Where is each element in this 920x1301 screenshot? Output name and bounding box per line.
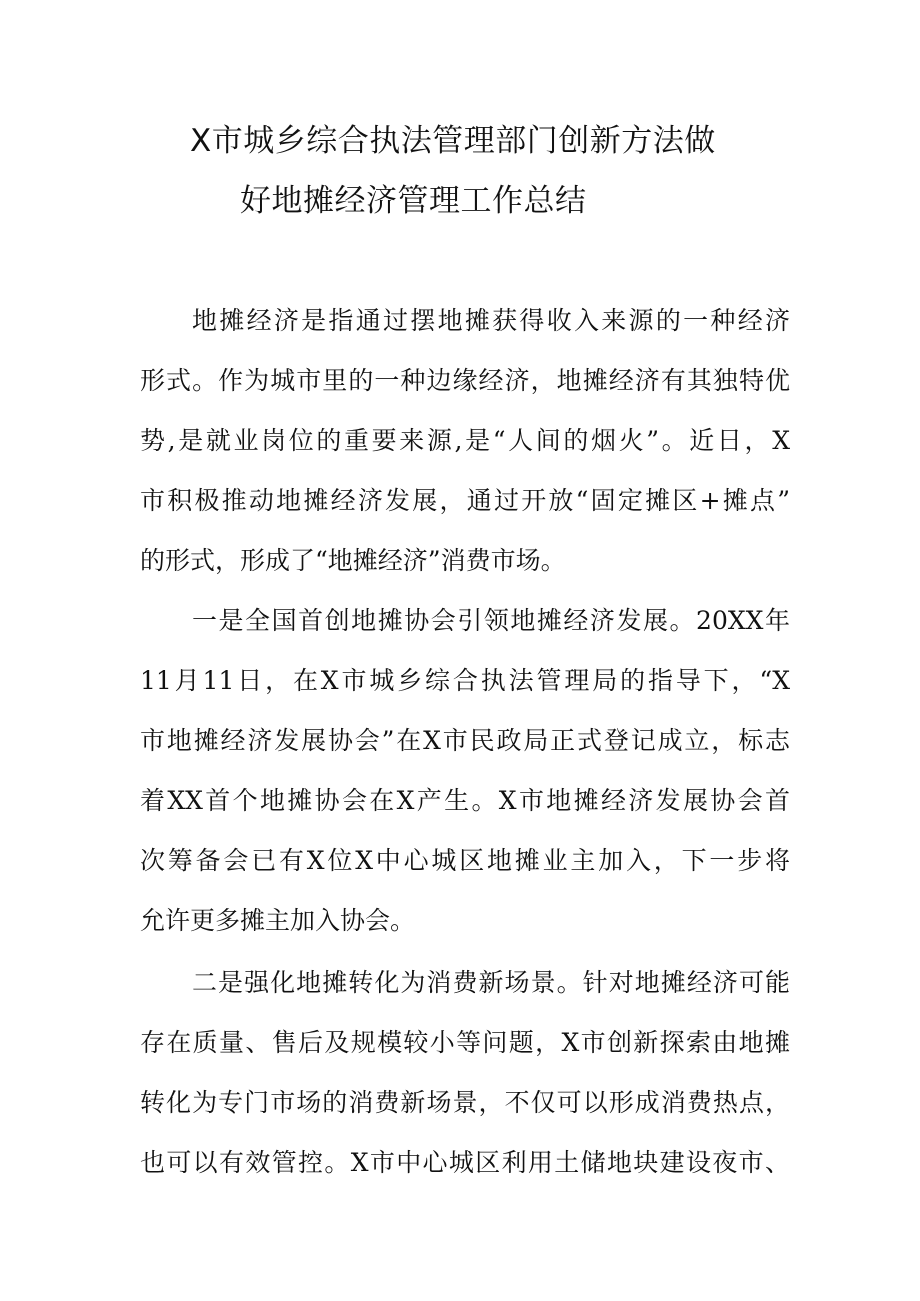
- paragraph-3-line-2: 存在质量、售后及规模较小等问题，X市创新探索由地摊: [140, 1028, 790, 1057]
- paragraph-1-line-1: 地摊经济是指通过摆地摊获得收入来源的一种经济: [192, 306, 790, 335]
- document-title-line-2: 好地摊经济管理工作总结: [240, 183, 587, 219]
- paragraph-2-line-6: 允许更多摊主加入协会。: [140, 906, 416, 935]
- paragraph-2-line-3: 市地摊经济发展协会”在X市民政局正式登记成立，标志: [140, 726, 790, 755]
- paragraph-3-line-1: 二是强化地摊转化为消费新场景。针对地摊经济可能: [192, 968, 790, 997]
- document-title-line-1: X市城乡综合执法管理部门创新方法做: [190, 123, 716, 159]
- paragraph-2-line-2: 11月11日，在X市城乡综合执法管理局的指导下，“X: [140, 666, 790, 695]
- paragraph-2-line-1: 一是全国首创地摊协会引领地摊经济发展。20XX年: [192, 606, 790, 635]
- paragraph-3-line-3: 转化为专门市场的消费新场景，不仅可以形成消费热点，: [140, 1088, 790, 1117]
- paragraph-1-line-2: 形式。作为城市里的一种边缘经济，地摊经济有其独特优: [140, 366, 790, 395]
- paragraph-2-line-4: 着XX首个地摊协会在X产生。X市地摊经济发展协会首: [140, 786, 790, 815]
- paragraph-3-line-4: 也可以有效管控。X市中心城区利用土储地块建设夜市、: [140, 1148, 790, 1177]
- paragraph-1-line-5: 的形式，形成了“地摊经济”消费市场。: [140, 546, 566, 575]
- paragraph-1-line-4: 市积极推动地摊经济发展，通过开放“固定摊区+摊点”: [140, 486, 790, 515]
- paragraph-2-line-5: 次筹备会已有X位X中心城区地摊业主加入，下一步将: [140, 846, 790, 875]
- paragraph-1-line-3: 势,是就业岗位的重要来源,是“人间的烟火”。近日，X: [140, 426, 790, 455]
